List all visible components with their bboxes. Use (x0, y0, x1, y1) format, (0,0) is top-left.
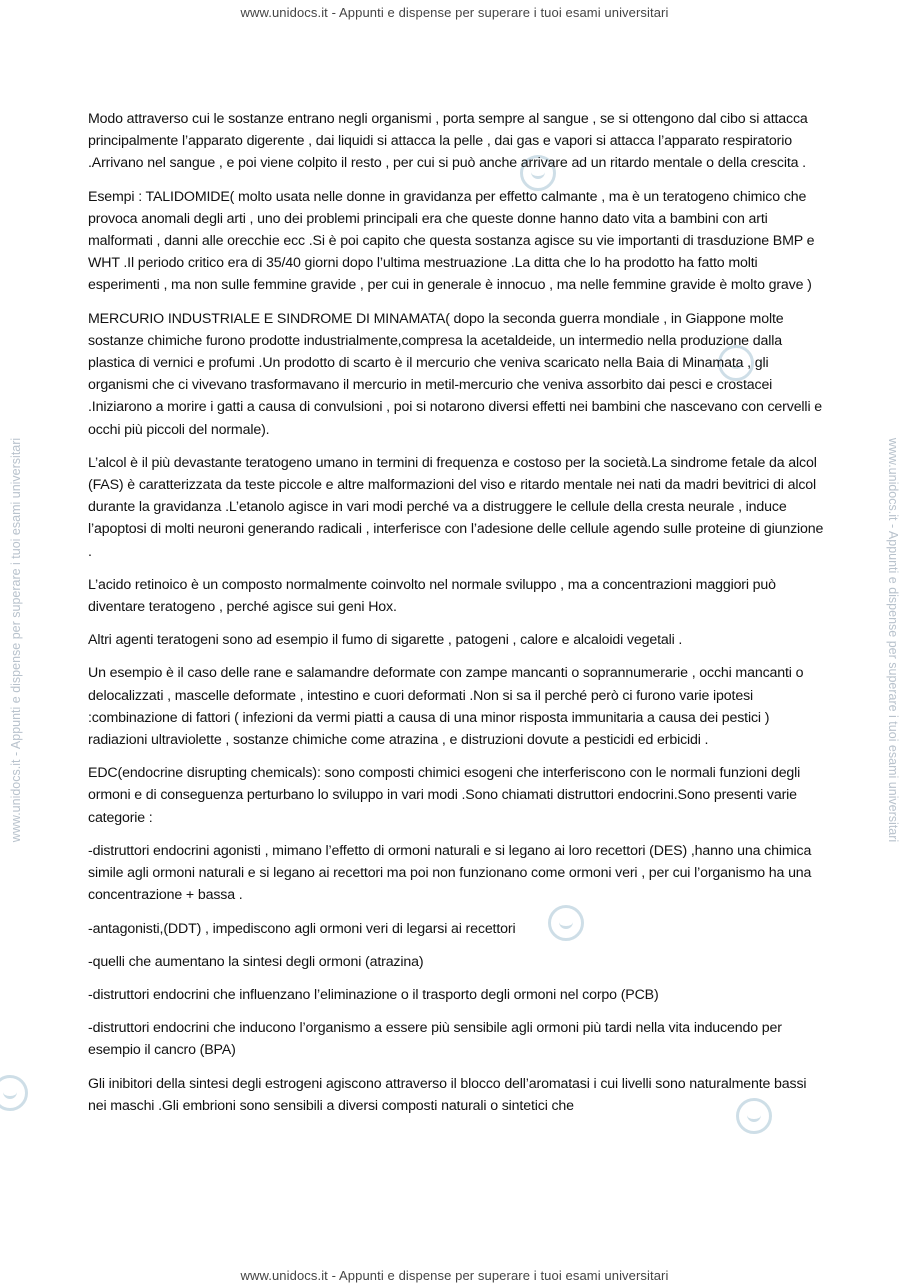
paragraph: Un esempio è il caso delle rane e salamandre deformate con zampe mancanti o soprannumerarie , occhi mancanti o delocalizzati , mascelle deformate , intestino e cuori deformati .Non si sa il perché però ci furono varie ipotesi :combinazione di fattori ( infezioni da vermi piatti a causa di una minor risposta immunitaria a causa dei pestici ) radiazioni ultraviolette , sostanze chimiche come atrazina , e distruzioni dovute a pesticidi ed erbicidi . (88, 665, 804, 749)
list-item: -antagonisti,(DDT) , impediscono agli ormoni veri di legarsi ai recettori (88, 920, 516, 937)
document-body (88, 108, 828, 1128)
paragraph: Modo attraverso cui le sostanze entrano negli organismi , porta sempre al sangue , se si ottengono dal cibo si attacca principalmente l’apparato digerente , dai liquidi si attacca la pelle , dai gas e vapori si attacca l’apparato respiratorio .Arrivano nel sangue , e poi viene colpito il resto , per cui si può anche arrivare ad un ritardo mentale o della crescita . (88, 111, 808, 172)
paragraph: Esempi : TALIDOMIDE( molto usata nelle donne in gravidanza per effetto calmante , ma è un teratogeno chimico che provoca anomali degli arti , uno dei problemi principali era che queste donne hanno dato vita a bambini con arti malformati , danni alle orecchie ecc .Si è poi capito che questa sostanza agisce su vie importanti di trasduzione BMP e WHT .Il periodo critico era di 35/40 giorni dopo l’ultima mestruazione .La ditta che lo ha prodotto ha fatto molti esperimenti , ma non sulle femmine gravide , per cui in generale è innocuo , ma nelle femmine gravide è molto grave ) (88, 188, 815, 294)
paragraph: Altri agenti teratogeni sono ad esempio il fumo di sigarette , patogeni , calore e alcaloidi vegetali . (88, 632, 683, 649)
watermark-right-side: www.unidocs.it - Appunti e dispense per superare i tuoi esami universitari (886, 437, 900, 843)
paragraph: EDC(endocrine disrupting chemicals): sono composti chimici esogeni che interferiscono con le normali funzioni degli ormoni e di conseguenza perturbano lo sviluppo in vari modi .Sono chiamati distruttori endocrini.Sono presenti varie categorie : (88, 765, 801, 826)
watermark-header: www.unidocs.it - Appunti e dispense per superare i tuoi esami universitari (240, 5, 669, 20)
paragraph: MERCURIO INDUSTRIALE E SINDROME DI MINAMATA( dopo la seconda guerra mondiale , in Giappone molte sostanze chimiche furono prodotte industrialmente,compresa la acetaldeide, un intermedio nella produzione dalla plastica di vernici e profumi .Un prodotto di scarto è il mercurio che veniva scaricato nella Baia di Minamata , gli organismi che ci vivevano trasformavano il mercurio in metil-mercurio che veniva assorbito dai pesci e crostacei .Iniziarono a morire i gatti a causa di convulsioni , poi si notarono diversi effetti nei bambini che nascevano con cervelli e occhi più piccoli del normale). (88, 310, 822, 438)
list-item: -distruttori endocrini che inducono l’organismo a essere più sensibile agli ormoni più tardi nella vita inducendo per esempio il cancro (BPA) (88, 1020, 782, 1059)
unidocs-logo-icon (0, 1075, 28, 1111)
watermark-left-side: www.unidocs.it - Appunti e dispense per superare i tuoi esami universitari (9, 437, 23, 843)
paragraph: L’alcol è il più devastante teratogeno umano in termini di frequenza e costoso per la società.La sindrome fetale da alcol (FAS) è caratterizzata da teste piccole e altre malformazioni del viso e ritardo mentale nei nati da madri bevitrici di alcol durante la gravidanza .L’etanolo agisce in vari modi perché va a distruggere le cellule della cresta neurale , induce l’apoptosi di molti neuroni generando radicali , interferisce con l’adesione delle cellule agendo sulle proteine di giunzione . (88, 454, 824, 560)
list-item: -distruttori endocrini che influenzano l’eliminazione o il trasporto degli ormoni nel corpo (PCB) (88, 986, 659, 1003)
list-item: -distruttori endocrini agonisti , mimano l’effetto di ormoni naturali e si legano ai loro recettori (DES) ,hanno una chimica simile agli ormoni naturali e si legano ai recettori ma poi non funzionano come ormoni veri , per cui l’organismo ha una concentrazione + bassa . (88, 842, 812, 904)
paragraph: L’acido retinoico è un composto normalmente coinvolto nel normale sviluppo , ma a concentrazioni maggiori può diventare teratogeno , perché agisce sui geni Hox. (88, 576, 776, 616)
paragraph: Gli inibitori della sintesi degli estrogeni agiscono attraverso il blocco dell’aromatasi i cui livelli sono naturalmente bassi nei maschi .Gli embrioni sono sensibili a diversi composti naturali o sintetici che (88, 1075, 807, 1114)
list-item: -quelli che aumentano la sintesi degli ormoni (atrazina) (88, 953, 424, 970)
watermark-footer: www.unidocs.it - Appunti e dispense per superare i tuoi esami universitari (240, 1268, 669, 1283)
